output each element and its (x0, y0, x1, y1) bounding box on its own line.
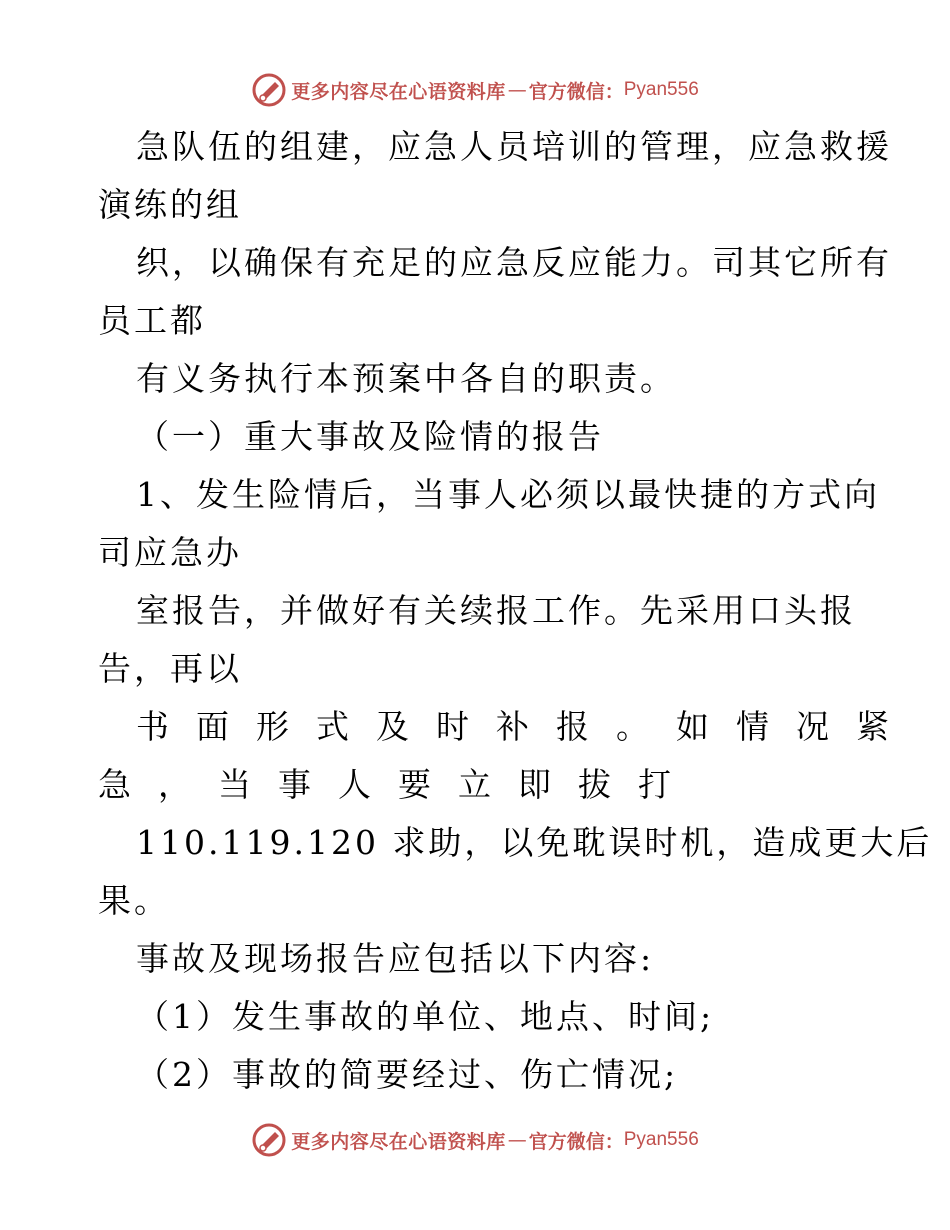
watermark-wechat-label: 官方微信： (528, 80, 624, 103)
header-watermark (0, 70, 950, 110)
text-line: 员工都 (98, 301, 206, 340)
watermark-dash: — (507, 1129, 527, 1151)
text-line: 书面形式及时补报。如情况紧 (136, 707, 916, 746)
watermark-wechat-id: Pyan556 (623, 1129, 699, 1150)
list-item: （1）发生事故的单位、地点、时间; (136, 997, 715, 1036)
text-line: 司应急办 (98, 533, 242, 572)
text-line: 1、发生险情后，当事人必须以最快捷的方式向 (136, 475, 880, 514)
text-line: 果。 (98, 881, 170, 920)
text-line: 室报告，并做好有关续报工作。先采用口头报 (136, 591, 856, 630)
text-line: 有义务执行本预案中各自的职责。 (136, 359, 676, 398)
text-line: 事故及现场报告应包括以下内容: (136, 939, 655, 978)
logo-icon (251, 72, 287, 108)
list-item: （2）事故的简要经过、伤亡情况; (136, 1055, 679, 1094)
logo-icon (251, 1122, 287, 1158)
section-heading: （一）重大事故及险情的报告 (136, 417, 604, 456)
watermark-text: 更多内容尽在心语资料库 (291, 1130, 506, 1153)
watermark-text: 更多内容尽在心语资料库 (291, 80, 506, 103)
watermark-wechat-label: 官方微信： (528, 1130, 624, 1153)
footer-watermark (0, 1120, 950, 1160)
watermark-wechat-id: Pyan556 (623, 79, 699, 100)
watermark-dash: — (507, 79, 527, 101)
text-line: 110.119.120 求助，以免耽误时机，造成更大后 (136, 823, 933, 862)
text-line: 织，以确保有充足的应急反应能力。司其它所有 (136, 243, 892, 282)
text-line: 告，再以 (98, 649, 242, 688)
text-line: 演练的组 (98, 185, 242, 224)
text-line: 急，当事人要立即拔打 (98, 765, 698, 804)
text-line: 急队伍的组建，应急人员培训的管理，应急救援 (136, 127, 892, 166)
